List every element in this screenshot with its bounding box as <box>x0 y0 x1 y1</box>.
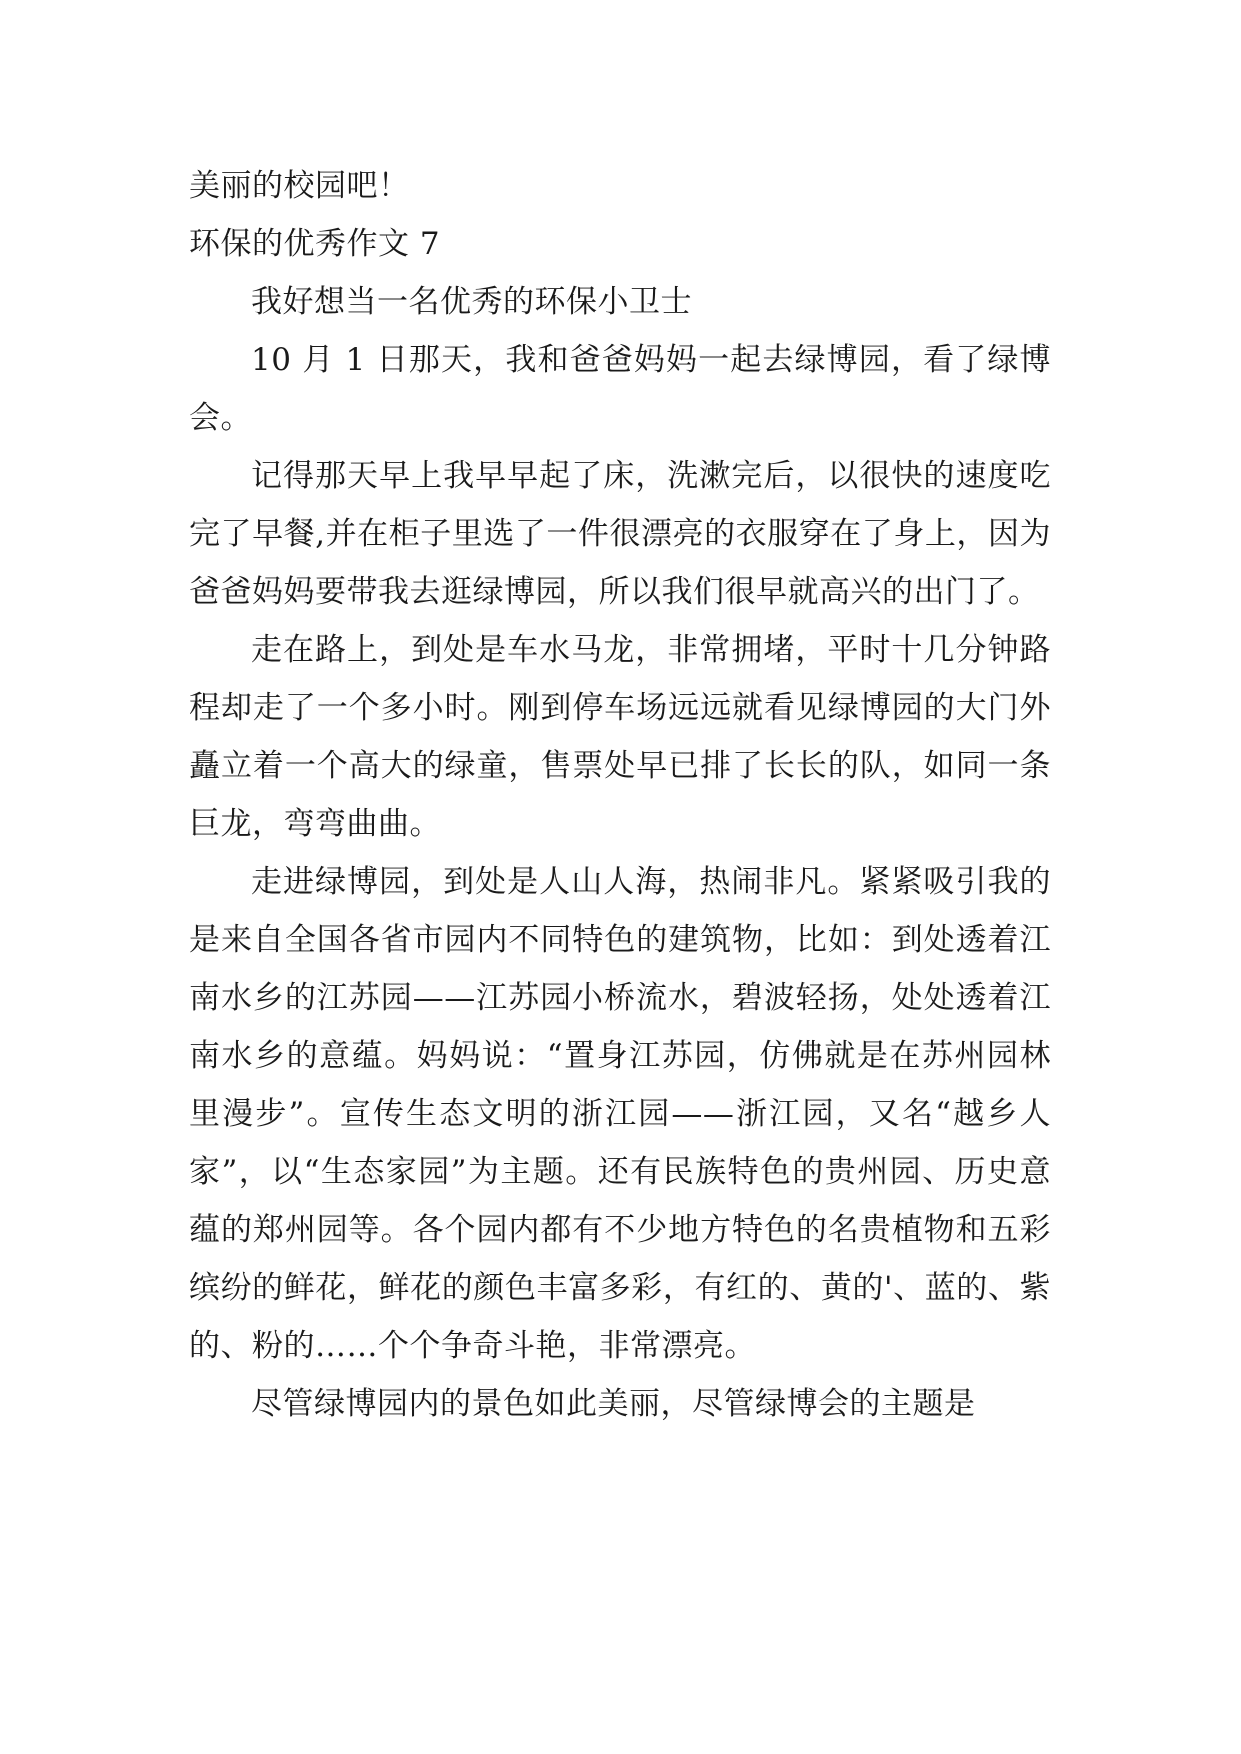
paragraph-1: 10 月 1 日那天，我和爸爸妈妈一起去绿博园，看了绿博会。 <box>189 342 1051 436</box>
previous-essay-closing-line: 美丽的校园吧！ <box>189 168 410 204</box>
essay-heading: 环保的优秀作文 7 <box>189 226 441 262</box>
paragraph-5: 尽管绿博园内的景色如此美丽，尽管绿博会的主题是 <box>251 1386 976 1422</box>
document-body <box>189 157 1051 1433</box>
essay-title: 我好想当一名优秀的环保小卫士 <box>251 284 692 320</box>
paragraph-2: 记得那天早上我早早起了床，洗漱完后，以很快的速度吃完了早餐,并在柜子里选了一件很漂亮的衣服穿在了身上，因为爸爸妈妈要带我去逛绿博园，所以我们很早就高兴的出门了。 <box>189 458 1051 610</box>
paragraph-3: 走在路上，到处是车水马龙，非常拥堵，平时十几分钟路程却走了一个多小时。刚到停车场远远就看见绿博园的大门外矗立着一个高大的绿童，售票处早已排了长长的队，如同一条巨龙，弯弯曲曲。 <box>189 632 1051 842</box>
paragraph-4: 走进绿博园，到处是人山人海，热闹非凡。紧紧吸引我的是来自全国各省市园内不同特色的建筑物，比如：到处透着江南水乡的江苏园——江苏园小桥流水，碧波轻扬，处处透着江南水乡的意蕴。妈妈说：“置身江苏园，仿佛就是在苏州园林里漫步”。宣传生态文明的浙江园——浙江园，又名“越乡人家”，以“生态家园”为主题。还有民族特色的贵州园、历史意蕴的郑州园等。各个园内都有不少地方特色的名贵植物和五彩缤纷的鲜花，鲜花的颜色丰富多彩，有红的、黄的'、蓝的、紫的、粉的……个个争奇斗艳，非常漂亮。 <box>189 864 1051 1364</box>
